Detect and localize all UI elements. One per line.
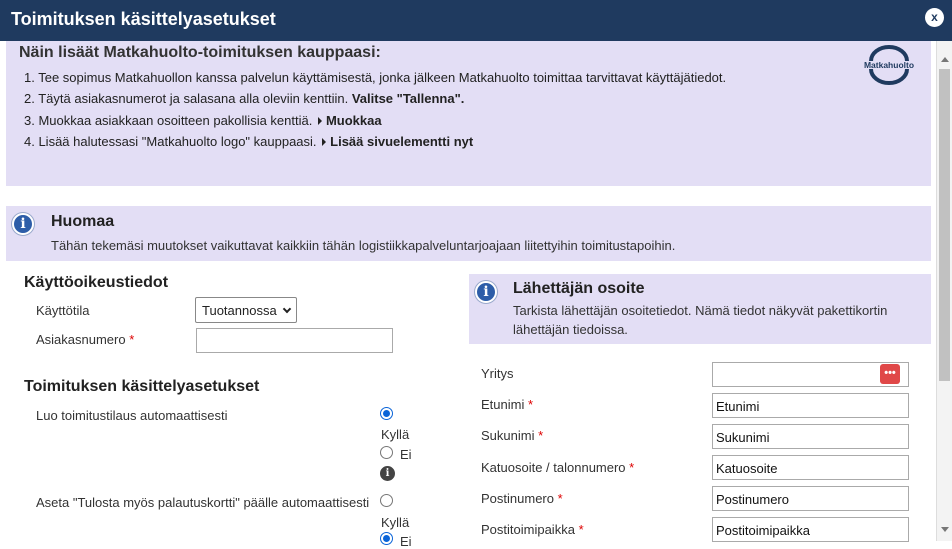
sender-text: Tarkista lähettäjän osoitetiedot. Nämä tiedot näkyvät pakettikortin lähettäjän tiedoissa. — [513, 303, 888, 337]
sender-city-label: Postitoimipaikka * — [481, 522, 584, 537]
chevron-down-icon — [283, 305, 291, 313]
add-element-link[interactable]: Lisää sivuelementti nyt — [330, 134, 474, 149]
dialog-content — [0, 41, 936, 549]
close-icon[interactable]: x — [925, 8, 944, 27]
arrow-right-icon — [322, 138, 326, 146]
note-panel — [6, 206, 931, 261]
access-title: Käyttöoikeustiedot — [24, 274, 169, 291]
sender-street-label: Katuosoite / talonnumero * — [481, 460, 635, 475]
step-4: 4. Lisää halutessasi "Matkahuolto logo" kauppaasi. Lisää sivuelementti nyt — [24, 134, 474, 149]
auto-order-yes-radio[interactable] — [380, 407, 393, 420]
window-title: Toimituksen käsittelyasetukset — [11, 9, 276, 29]
info-icon: i — [475, 281, 497, 303]
sender-city-input[interactable]: Postitoimipaikka — [712, 517, 909, 542]
step-2: 2. Täytä asiakasnumerot ja salasana alla oleviin kenttiin. Valitse "Tallenna". — [24, 91, 465, 106]
instructions-heading: Näin lisäät Matkahuolto-toimituksen kauppaasi: — [19, 44, 381, 61]
processing-title: Toimituksen käsittelyasetukset — [24, 378, 260, 395]
required-marker: * — [129, 332, 135, 347]
sender-lastname-label: Sukunimi * — [481, 428, 544, 443]
instructions-panel — [6, 41, 931, 186]
logo-text: Matkahuolto — [863, 60, 915, 70]
note-title: Huomaa — [51, 213, 115, 230]
return-card-no-radio[interactable] — [380, 532, 393, 545]
step-1: 1. Tee sopimus Matkahuollon kanssa palvelun käyttämisestä, jonka jälkeen Matkahuolto toimittaa tarvittavat käyttäjätiedot. — [24, 70, 727, 85]
return-card-yes-radio[interactable] — [380, 494, 393, 507]
info-icon: i — [12, 213, 34, 235]
scroll-down-icon[interactable] — [941, 527, 949, 532]
sender-street-input[interactable]: Katuosoite — [712, 455, 909, 480]
step-2-save-hint: Valitse "Tallenna". — [351, 91, 465, 106]
note-text: Tähän tekemäsi muutokset vaikuttavat kaikkiin tähän logistiikkapalveluntarjoajaan liitettyihin toimitustapoihin. — [51, 238, 676, 253]
mode-select[interactable] — [195, 297, 297, 323]
sender-lastname-input[interactable]: Sukunimi — [712, 424, 909, 449]
auto-order-no-label: Ei — [400, 447, 412, 462]
scroll-up-icon[interactable] — [941, 57, 949, 62]
sender-postcode-input[interactable]: Postinumero — [712, 486, 909, 511]
mode-select-value: Tuotannossa — [202, 303, 277, 318]
mode-label: Käyttötila — [36, 303, 90, 318]
vertical-scrollbar[interactable] — [936, 41, 952, 541]
auto-order-no-radio[interactable] — [380, 446, 393, 459]
customer-number-input[interactable] — [196, 328, 393, 353]
customer-number-label: Asiakasnumero * — [36, 332, 135, 347]
sender-company-label: Yritys — [481, 366, 514, 381]
arrow-right-icon — [318, 117, 322, 125]
matkahuolto-logo — [861, 47, 917, 81]
sender-firstname-input[interactable]: Etunimi — [712, 393, 909, 418]
sender-panel — [469, 274, 931, 344]
edit-link[interactable]: Muokkaa — [325, 113, 382, 128]
return-card-no-label: Ei — [400, 534, 412, 549]
scroll-thumb[interactable] — [939, 69, 950, 381]
return-card-yes-label: Kyllä — [381, 515, 410, 530]
help-icon[interactable]: i — [380, 466, 395, 481]
window-titlebar — [0, 0, 952, 41]
sender-postcode-label: Postinumero * — [481, 491, 563, 506]
sender-firstname-label: Etunimi * — [481, 397, 534, 412]
auto-order-yes-label: Kyllä — [381, 427, 410, 442]
sender-title: Lähettäjän osoite — [513, 280, 645, 297]
auto-order-label: Luo toimitustilaus automaattisesti — [36, 408, 228, 423]
step-3: 3. Muokkaa asiakkaan osoitteen pakollisia kenttiä. Muokkaa — [24, 113, 382, 128]
return-card-label: Aseta "Tulosta myös palautuskortti" päälle automaattisesti — [36, 495, 370, 510]
more-icon[interactable]: ••• — [880, 364, 900, 384]
